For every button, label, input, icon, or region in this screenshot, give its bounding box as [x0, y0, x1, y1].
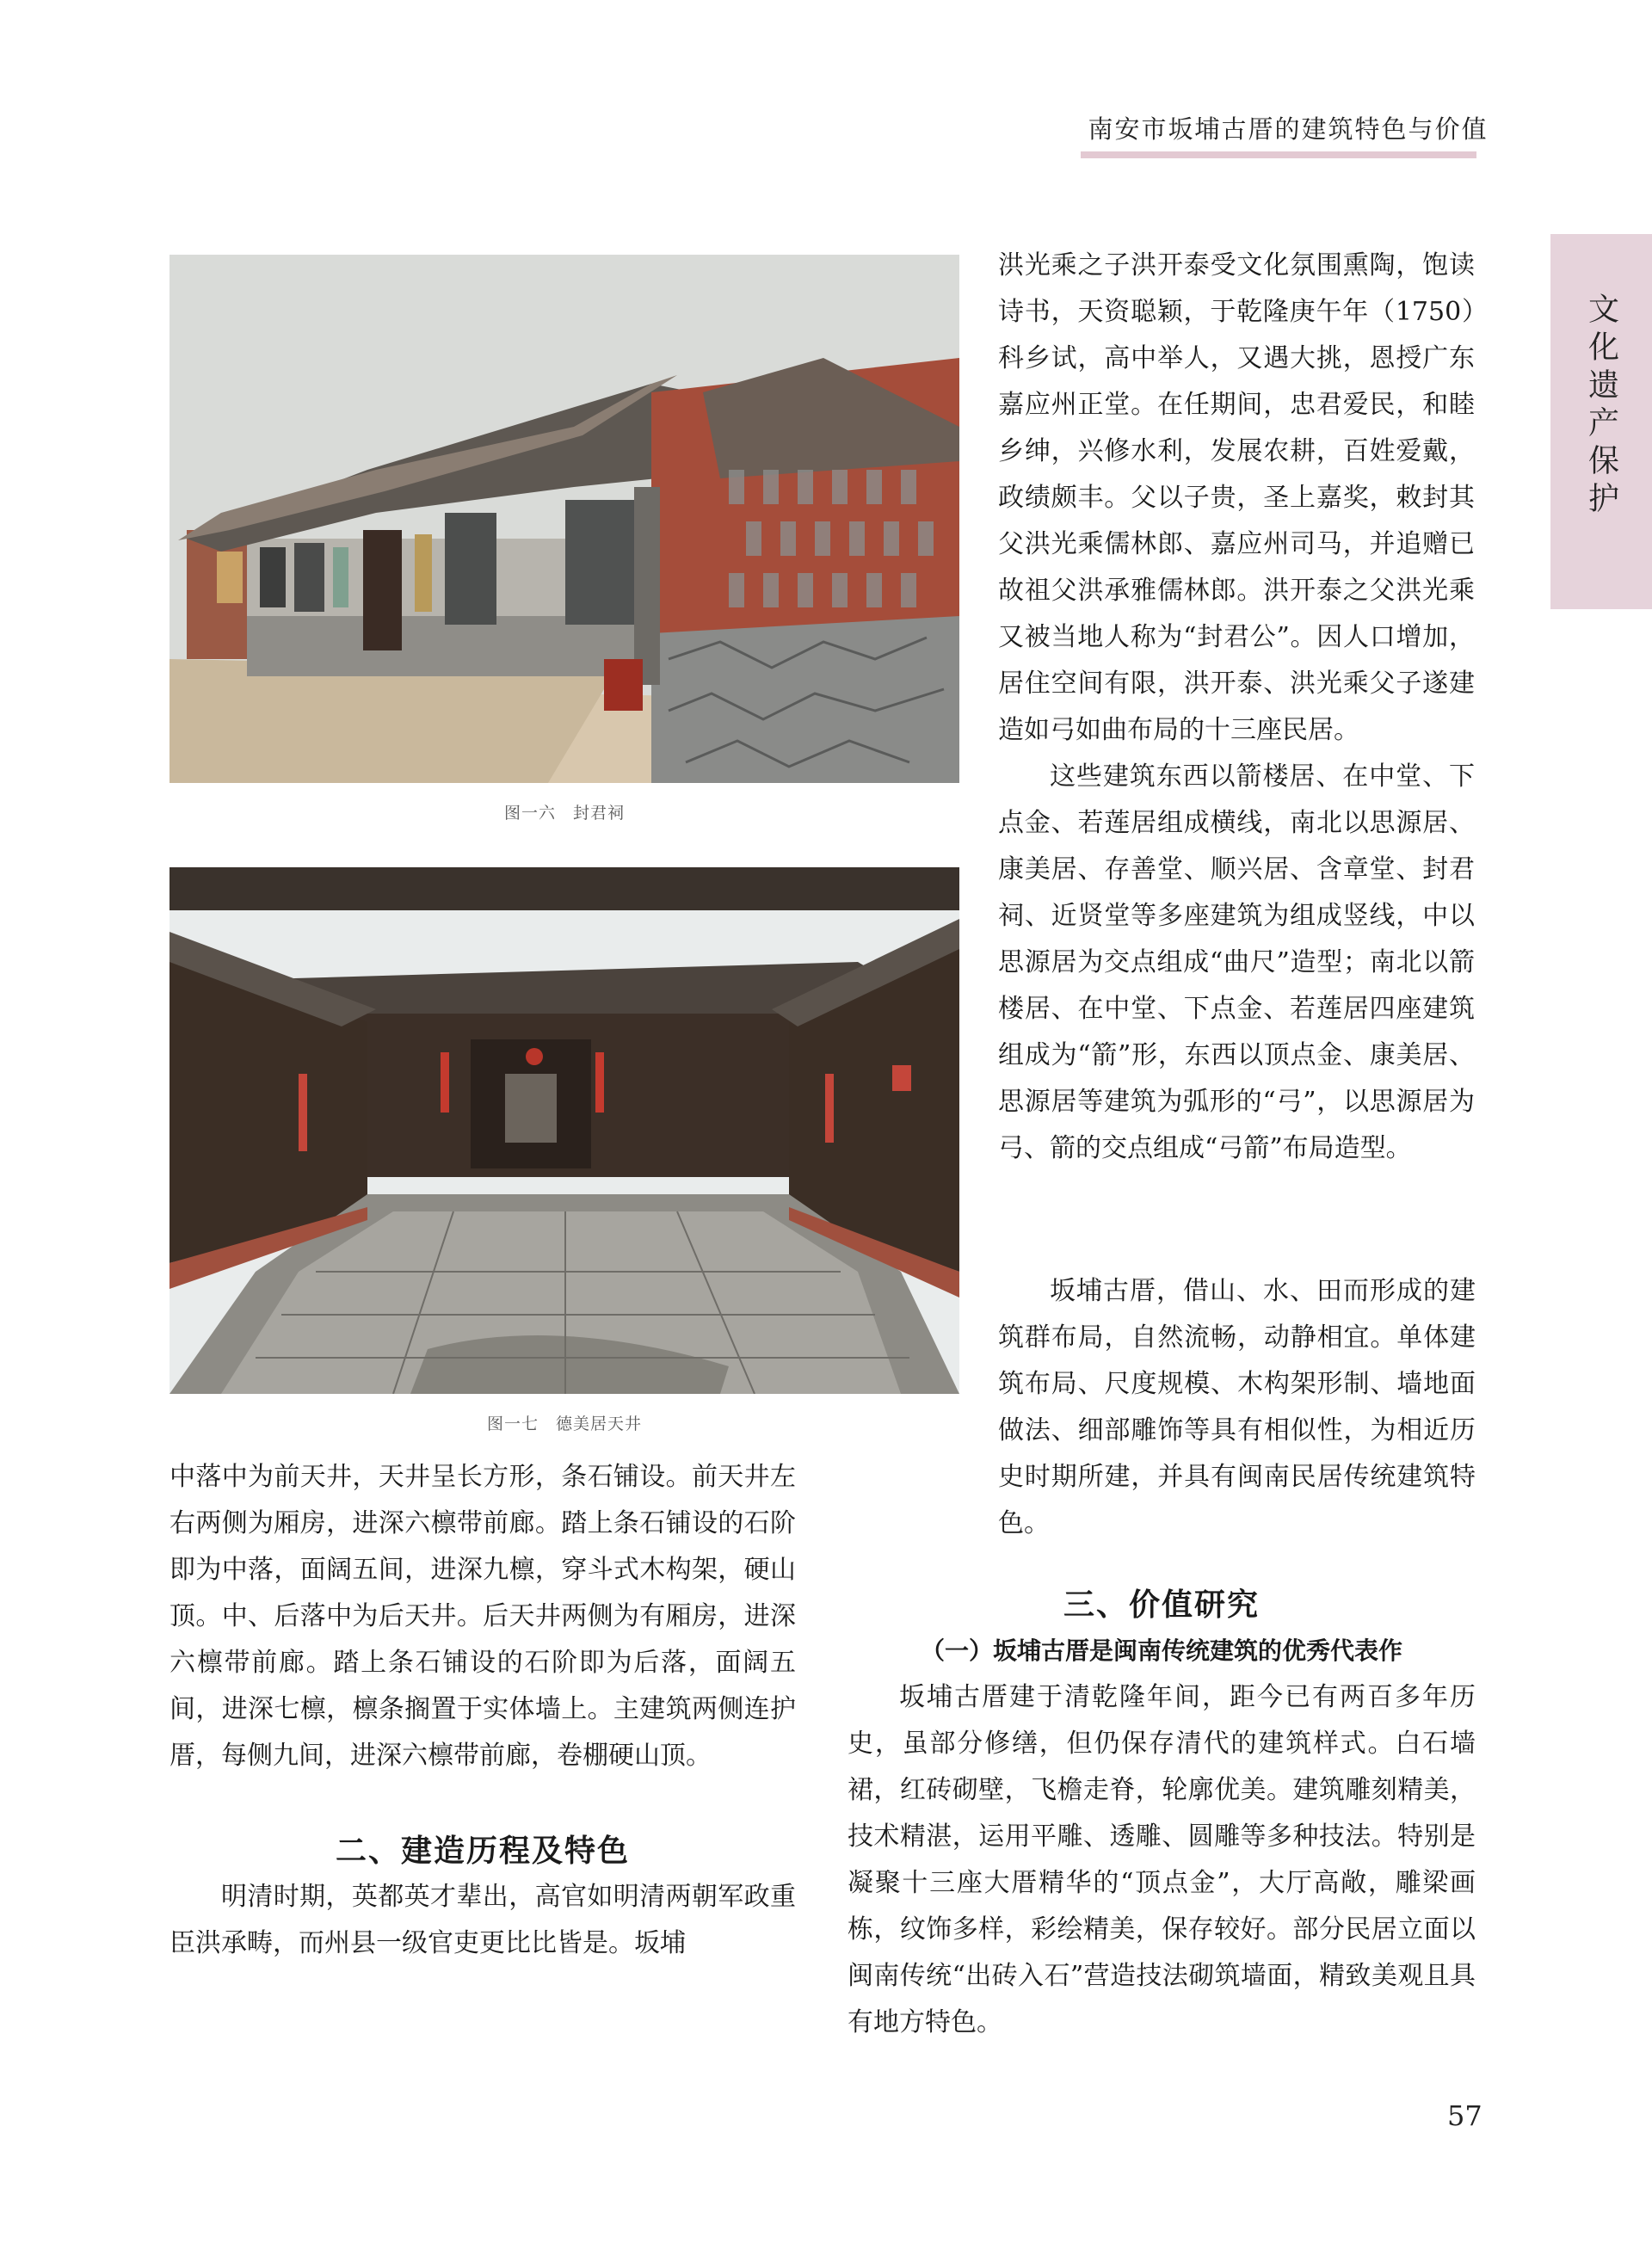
body-paragraph: 坂埔古厝建于清乾隆年间，距今已有两百多年历史，虽部分修缮，但仍保存清代的建筑样式。白石墙裙，红砖砌壁，飞檐走脊，轮廓优美。建筑雕刻精美，技术精湛，运用平雕、透雕、圆雕等多种技法。特别是凝聚十三座大厝精华的“顶点金”，大厅高敞，雕梁画栋，纹饰多样，彩绘精美，保存较好。部分民居立面以闽南传统“出砖入石”营造技法砌筑墙面，精致美观且具有地方特色。: [848, 1682, 1476, 2037]
body-paragraph: 这些建筑东西以箭楼居、在中堂、下点金、若莲居组成横线，南北以思源居、康美居、存善堂、顺兴居、含章堂、封君祠、近贤堂等多座建筑为组成竖线，中以思源居为交点组成“曲尺”造型；南北以箭楼居、在中堂、下点金、若莲居四座建筑组成为“箭”形，东西以顶点金、康美居、思源居等建筑为弧形的“弓”，以思源居为弓、箭的交点组成“弓箭”布局造型。: [998, 761, 1475, 1163]
left-text-column: [170, 1454, 796, 1967]
section-heading: 二、建造历程及特色: [335, 1833, 630, 1869]
figure-16-caption: 图一六 封君祠: [503, 804, 625, 823]
body-paragraph: 中落中为前天井，天井呈长方形，条石铺设。前天井左右两侧为厢房，进深六檩带前廊。踏上条石铺设的石阶即为中落，面阔五间，进深九檩，穿斗式木构架，硬山顶。中、后落中为后天井。后天井两侧为有厢房，进深六檩带前廊。踏上条石铺设的石阶即为后落，面阔五间，进深七檩，檩条搁置于实体墙上。主建筑两侧连护厝，每侧九间，进深六檩带前廊，卷棚硬山顶。: [170, 1462, 796, 1771]
page-number: 57: [1447, 2099, 1482, 2132]
figure-17-photo: [170, 867, 959, 1394]
body-paragraph: 洪光乘之子洪开泰受文化氛围熏陶，饱读诗书，天资聪颖，于乾隆庚午年（1750）科乡试，高中举人，又遇大挑，恩授广东嘉应州正堂。在任期间，忠君爱民，和睦乡绅，兴修水利，发展农耕，百姓爱戴，政绩颇丰。父以子贵，圣上嘉奖，敕封其父洪光乘儒林郎、嘉应州司马，并追赠已故祖父洪承雅儒林郎。洪开泰之父洪光乘又被当地人称为“封君公”。因人口增加，居住空间有限，洪开泰、洪光乘父子遂建造如弓如曲布局的十三座民居。: [998, 250, 1475, 745]
figure-17-caption: 图一七 德美居天井: [486, 1415, 642, 1433]
body-paragraph: 明清时期，英都英才辈出，高官如明清两朝军政重臣洪承畴，而州县一级官吏更比比皆是。坂埔: [170, 1882, 796, 1958]
header-rule: [1081, 151, 1476, 158]
running-header: 南安市坂埔古厝的建筑特色与价值: [1088, 114, 1489, 144]
section-heading: 三、价值研究: [1063, 1587, 1260, 1623]
courtyard-illustration: [170, 867, 959, 1394]
right-text-column-upper: [998, 243, 1475, 1172]
side-tab-label: 文化遗产保护: [1583, 293, 1619, 520]
subsection-heading: （一）坂埔古厝是闽南传统建筑的优秀代表作: [920, 1637, 1402, 1665]
ancestral-hall-illustration: [170, 255, 959, 783]
figure-16-photo: [170, 255, 959, 783]
section-side-tab: [1550, 234, 1652, 609]
body-paragraph: 坂埔古厝，借山、水、田而形成的建筑群布局，自然流畅，动静相宜。单体建筑布局、尺度规模、木构架形制、墙地面做法、细部雕饰等具有相似性，为相近历史时期所建，并具有闽南民居传统建筑特色。: [998, 1276, 1476, 1538]
right-text-column-lower: [848, 1268, 1476, 2046]
